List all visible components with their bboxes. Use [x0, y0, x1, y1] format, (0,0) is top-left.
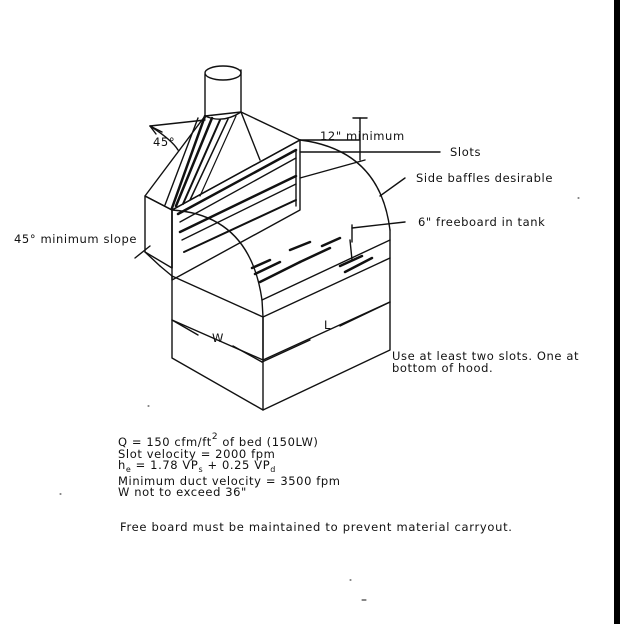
tank: [160, 258, 390, 410]
design-notes: [118, 432, 341, 499]
slot-note-line2: bottom of hood.: [392, 361, 494, 375]
hood-left-side: [145, 196, 172, 268]
hood-back: [172, 140, 300, 280]
slot-velocity-note: Slot velocity = 2000 fpm: [118, 446, 276, 461]
width-limit-note: W not to exceed 36": [118, 485, 247, 499]
width-label: W: [212, 331, 224, 345]
footer-note: Free board must be maintained to prevent material carryout.: [120, 520, 513, 534]
freeboard-label: 6" freeboard in tank: [418, 215, 546, 229]
side-baffles-label: Side baffles desirable: [416, 171, 553, 185]
slots-label: Slots: [450, 145, 482, 159]
specks: [60, 198, 579, 600]
duct: [205, 66, 241, 119]
length-label: L: [324, 318, 332, 332]
slot-note-line1: Use at least two slots. One at: [392, 349, 580, 363]
min-height-label: 12" minimum: [320, 129, 405, 143]
angle-label: 45°: [153, 135, 176, 149]
entry-loss-note: $h_e = 1.78$ $VP_s + 0.25$ $VP_d$: [118, 458, 276, 474]
duct-velocity-note: Minimum duct velocity = 3500 fpm: [118, 473, 341, 488]
min-slope-label: 45° minimum slope: [14, 232, 138, 246]
flow-rate-note: Q = 150 cfm/$ft^2$ of bed (150LW): [118, 432, 319, 449]
length-dimension: [262, 302, 390, 362]
